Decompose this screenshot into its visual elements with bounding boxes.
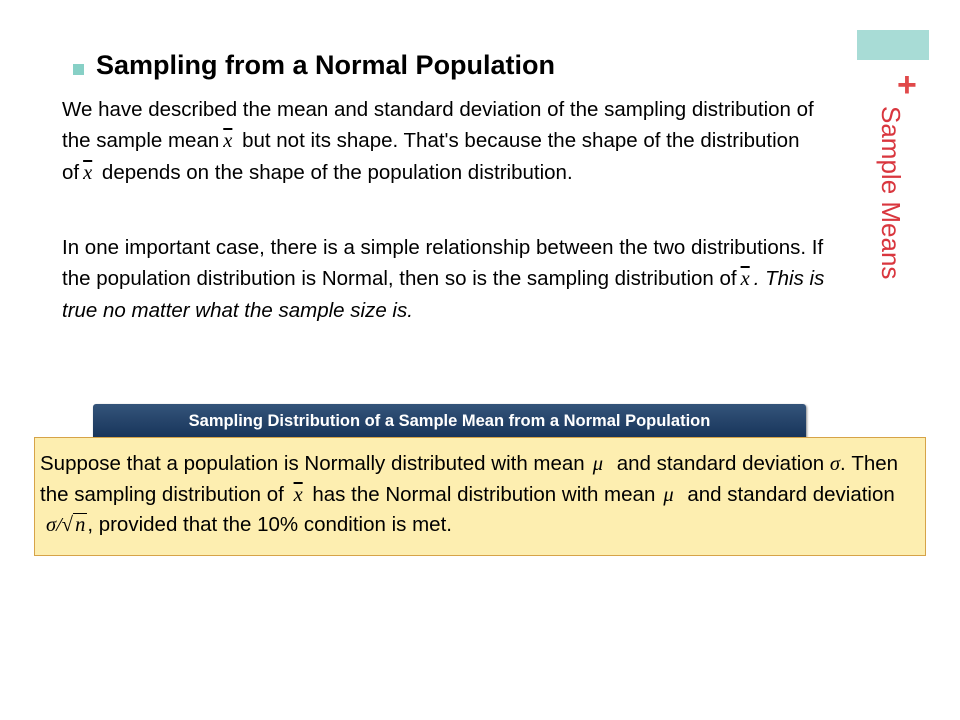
paragraph2-text-a: In one important case, there is a simple relationship between the two distributions. If the population distribution is Normal, then so is the sampling distribution of <box>62 236 824 290</box>
plus-sign: + <box>897 66 917 104</box>
mu-symbol: μ <box>663 483 674 506</box>
paragraph-shape-intro <box>62 94 832 189</box>
section-title-vertical: Sample Means <box>876 106 906 280</box>
xbar-symbol: $\overline{x}$ <box>223 130 233 152</box>
sd-formula: σ/√ <box>46 514 74 536</box>
sigma-symbol: σ <box>829 453 840 475</box>
box-text-6: , provided that the 10% condition is met. <box>87 513 452 536</box>
xbar-symbol: $\overline{x}$ <box>293 483 303 506</box>
decorative-teal-block <box>857 30 929 60</box>
sd-formula-n: n <box>75 514 86 536</box>
xbar-symbol: $\overline{x}$ <box>83 162 93 184</box>
slide-heading: Sampling from a Normal Population <box>96 50 556 80</box>
paragraph1-text-b: but not its shape. That's because the shape of the distribution of <box>62 129 800 184</box>
box-text-2: and standard deviation <box>616 452 825 475</box>
definition-box-text <box>40 449 920 541</box>
box-text-5: and standard deviation <box>687 482 895 506</box>
box-text-3: . Then the sampling distribution of <box>40 452 899 506</box>
bullet-square-icon <box>73 64 84 75</box>
box-text-4: has the Normal distribution with mean <box>312 482 656 506</box>
paragraph2-text-b: . This is true no matter what the sample size is. <box>62 267 825 322</box>
xbar-symbol: $\overline{x}$ <box>740 268 750 290</box>
definition-box-title: Sampling Distribution of a Sample Mean from a Normal Population <box>93 404 806 438</box>
paragraph1-text-c: depends on the shape of the population distribution. <box>101 161 573 184</box>
box-text-1: Suppose that a population is Normally distributed with mean <box>40 452 585 475</box>
paragraph1-text-a: We have described the mean and standard deviation of the sampling distribution of the sample mean <box>62 98 814 152</box>
paragraph-normal-case <box>62 232 832 326</box>
mu-symbol: μ <box>592 453 603 475</box>
